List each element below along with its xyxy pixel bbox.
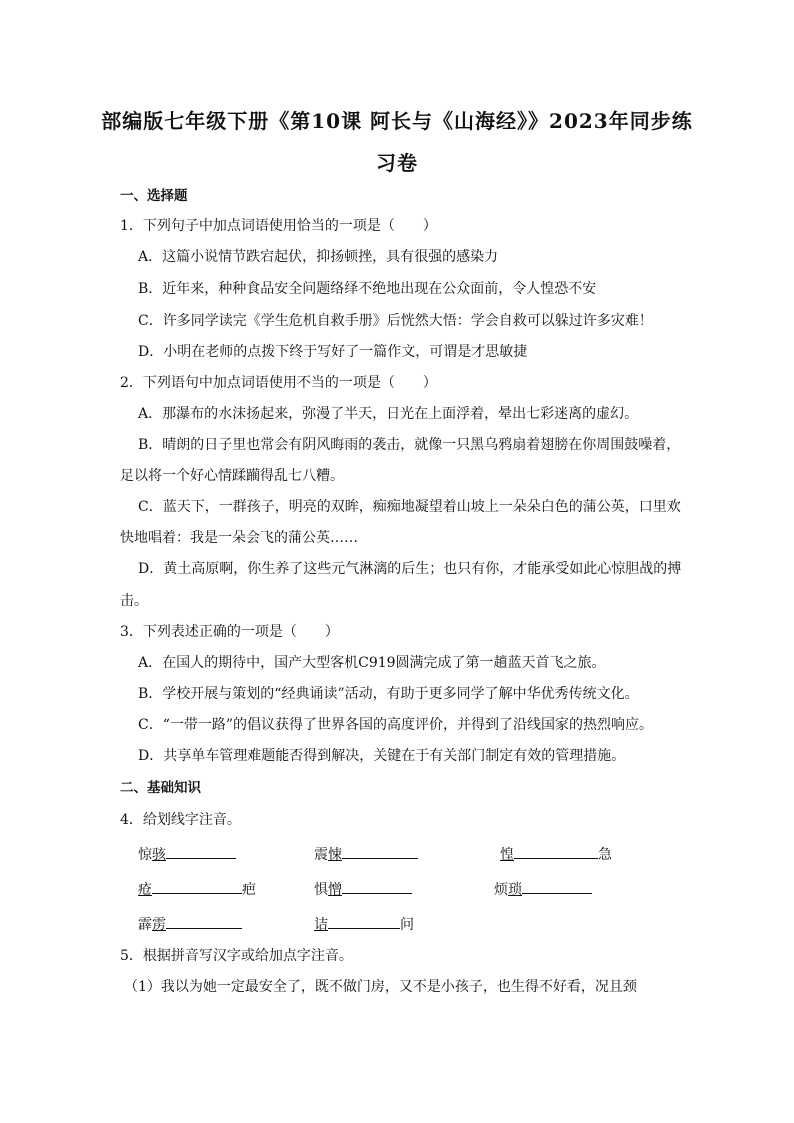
question-2-stem: 2．下列语句中加点词语使用不当的一项是（ ）	[120, 375, 437, 391]
question-5-passage-1: （1）我以为她一定最安全了，既不做门房，又不是小孩子，也生得不好看，况且颈	[124, 979, 637, 995]
question-1-option-d: D．小明在老师的点拨下终于写好了一篇作文，可谓是才思敏捷	[138, 344, 528, 360]
question-3-option-c: C．“一带一路”的倡议获得了世界各国的高度评价，并得到了沿线国家的热烈响应。	[138, 717, 654, 733]
question-2-option-d-line1: D．黄土高原啊，你生养了这些元气淋漓的后生；也只有你，才能承受如此心惊胆战的搏	[138, 561, 682, 577]
pinyin-item: 惶 急	[500, 842, 612, 865]
pinyin-item: 震悚	[314, 842, 418, 865]
question-2-option-a: A．那瀑布的水沫扬起来，弥漫了半天，日光在上面浮着，晕出七彩迷离的虚幻。	[138, 406, 639, 422]
section-heading-basics: 二、基础知识	[120, 780, 201, 796]
question-1-stem: 1．下列句子中加点词语使用恰当的一项是（ ）	[120, 218, 437, 234]
question-3-option-a: A．在国人的期待中，国产大型客机C919圆满完成了第一趟蓝天首飞之旅。	[138, 655, 606, 671]
pinyin-item: 疮 疤	[138, 877, 256, 900]
question-4-stem: 4．给划线字注音。	[120, 812, 241, 828]
pinyin-item: 惊骇	[138, 842, 236, 865]
pinyin-item: 烦琐	[494, 877, 592, 900]
question-1-option-a: A．这篇小说情节跌宕起伏，抑扬顿挫，具有很强的感染力	[138, 249, 499, 265]
question-5-stem: 5．根据拼音写汉字或给加点字注音。	[120, 948, 353, 964]
question-1-option-b: B．近年来，种种食品安全问题络绎不绝地出现在公众面前，令人惶恐不安	[138, 281, 597, 297]
question-2-option-b-line2: 足以将一个好心情蹂躏得乱七八糟。	[120, 468, 344, 484]
question-2-option-b-line1: B．晴朗的日子里也常会有阴风晦雨的袭击，就像一只黑乌鸦扇着翅膀在你周围鼓噪着，	[138, 437, 681, 453]
section-heading-choice: 一、选择题	[120, 188, 188, 204]
document-title-line1: 部编版七年级下册《第10课 阿长与《山海经》》2023年同步练	[101, 109, 693, 133]
question-3-option-b: B．学校开展与策划的“经典诵读”活动，有助于更多同学了解中华优秀传统文化。	[138, 686, 639, 702]
question-2-option-c-line2: 快地唱着：我是一朵会飞的蒲公英……	[120, 530, 358, 546]
document-title-line2: 习卷	[376, 151, 418, 175]
question-1-option-c: C．许多同学读完《学生危机自救手册》后恍然大悟：学会自救可以躲过许多灾难！	[138, 313, 653, 329]
pinyin-item: 诘 问	[314, 912, 414, 935]
question-3-option-d: D．共享单车管理难题能否得到解决，关键在于有关部门制定有效的管理措施。	[138, 748, 626, 764]
pinyin-item: 惧憎	[314, 877, 412, 900]
question-2-option-d-line2: 击。	[120, 593, 148, 609]
pinyin-item: 霹雳	[138, 912, 242, 935]
question-2-option-c-line1: C．蓝天下，一群孩子，明亮的双眸，痴痴地凝望着山坡上一朵朵白色的蒲公英，口里欢	[138, 499, 681, 515]
question-3-stem: 3．下列表述正确的一项是（ ）	[120, 624, 339, 640]
